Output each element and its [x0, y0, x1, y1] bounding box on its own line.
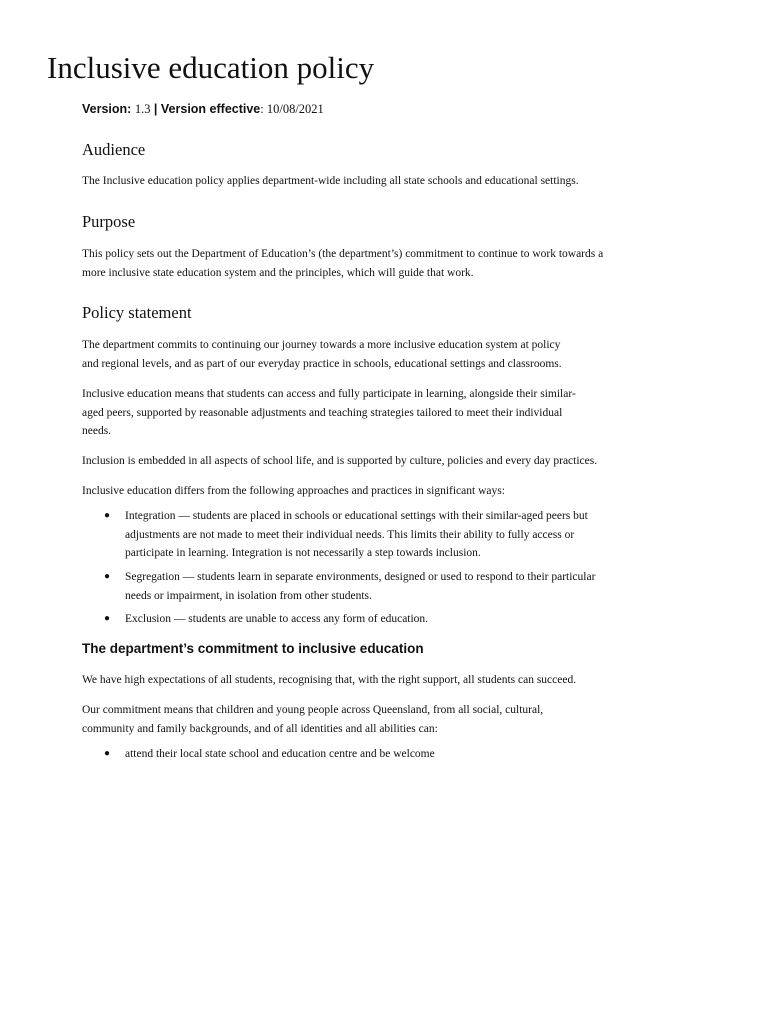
policy-paragraph-2 — [82, 385, 576, 441]
text-line: community and family backgrounds, and of all identities and all abilities can: — [82, 722, 438, 735]
text-line: and regional levels, and as part of our everyday practice in schools, educational settings and classrooms. — [82, 357, 562, 370]
text-line: Inclusion is embedded in all aspects of school life, and is supported by culture, policies and every day practices. — [82, 455, 598, 467]
text-line: participate in learning. Integration is not necessarily a step towards inclusion. — [125, 547, 481, 559]
heading-audience: Audience — [82, 140, 146, 159]
text-line: Our commitment means that children and young people across Queensland, from all social, cultural, — [82, 704, 544, 716]
text-line: Inclusive education means that students can access and fully participate in learning, alongside their similar- — [82, 388, 576, 400]
version-label: Version: — [82, 102, 132, 116]
text-line: The Inclusive education policy applies department-wide including all state schools and educational settings. — [82, 175, 579, 187]
version-line — [82, 101, 324, 117]
list-item-text — [125, 745, 435, 764]
commitment-paragraph-1 — [82, 671, 576, 690]
heading-purpose: Purpose — [82, 212, 136, 231]
text-line: attend their local state school and education centre and be welcome — [125, 748, 435, 760]
text-line: needs. — [82, 425, 112, 437]
text-line: The department commits to continuing our journey towards a more inclusive education system at policy — [82, 339, 561, 351]
bullet-icon: ● — [104, 510, 111, 521]
text-line: Segregation — students learn in separate environments, designed or used to respond to their particular — [125, 571, 596, 583]
text-line: more inclusive state education system and the principles, which will guide that work. — [82, 266, 474, 279]
purpose-paragraph — [82, 245, 603, 282]
commitment-paragraph-2 — [82, 701, 543, 738]
policy-paragraph-1 — [82, 336, 562, 373]
bullet-icon: ● — [104, 748, 111, 759]
text-line: Exclusion — students are unable to access any form of education. — [125, 613, 429, 625]
version-value: 1.3 — [134, 102, 151, 116]
audience-paragraph — [82, 172, 579, 191]
text-line: Inclusive education differs from the following approaches and practices in significant ways: — [82, 485, 505, 497]
text-line: We have high expectations of all students, recognising that, with the right support, all students can succeed. — [82, 674, 577, 686]
heading-policy-statement: Policy statement — [82, 303, 192, 322]
bullet-icon: ● — [104, 571, 111, 582]
page-title: Inclusive education policy — [47, 50, 375, 85]
text-line: needs or impairment, in isolation from other students. — [125, 589, 372, 602]
version-effective-label: Version effective — [160, 102, 261, 116]
text-line: Integration — students are placed in schools or educational settings with their similar-aged peers but — [125, 510, 588, 522]
policy-paragraph-4 — [82, 482, 505, 501]
policy-paragraph-3 — [82, 452, 597, 471]
list-item-text — [125, 610, 428, 629]
text-line: adjustments are not made to meet their individual needs. This limits their ability to fully access or — [125, 528, 575, 541]
bullet-icon: ● — [104, 613, 111, 624]
text-line: aged peers, supported by reasonable adjustments and teaching strategies tailored to meet their individual — [82, 406, 563, 419]
list-item-text — [125, 568, 595, 605]
list-item-text — [125, 507, 588, 563]
version-effective-value: : 10/08/2021 — [260, 102, 324, 116]
heading-commitment: The department’s commitment to inclusive education — [82, 641, 424, 656]
text-line: This policy sets out the Department of Education’s (the department’s) commitment to continue to work towards a — [82, 248, 604, 260]
version-separator: | — [153, 102, 158, 116]
